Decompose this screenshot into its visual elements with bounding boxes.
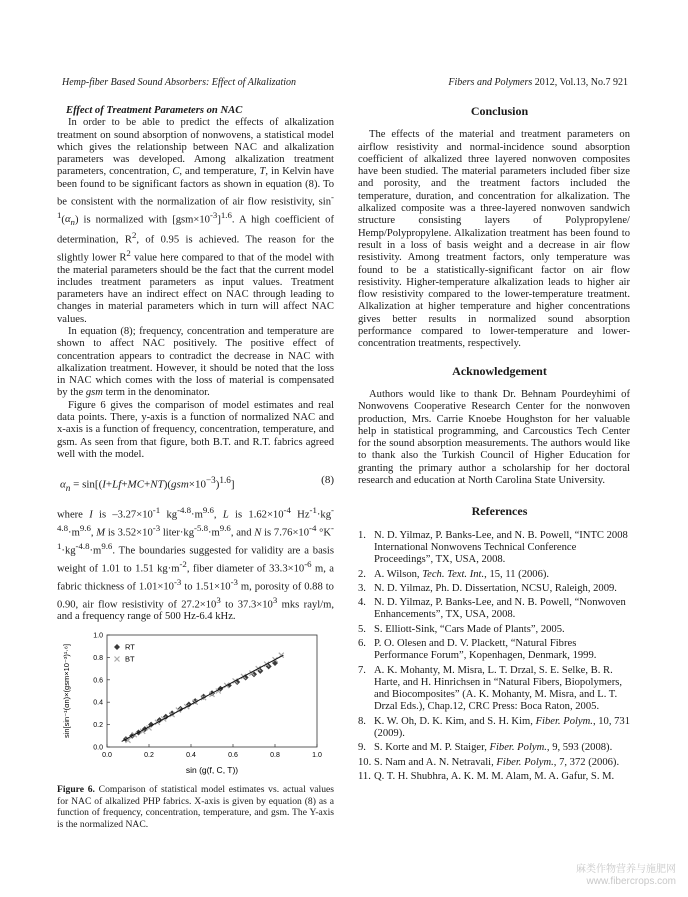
figure-caption: Figure 6. Comparison of statistical model estimates vs. actual values for NAC of alkalized PHP fabrics. X-axis is given by equation (8) as a function of frequency, concentration, temperature, and gsm. The Y-axis is the normalized NAC. (57, 784, 334, 830)
reference-number: 10. (358, 756, 372, 768)
running-header-title: Hemp-fiber Based Sound Absorbers: Effect of Alkalization (62, 77, 297, 88)
reference-number: 1. (358, 529, 366, 541)
references-heading: References (471, 504, 528, 519)
x-axis-label: sin (g(f, C, T)) (185, 765, 239, 775)
y-tick-label: 0.4 (93, 699, 103, 707)
reference-number: 11. (358, 770, 371, 782)
reference-number: 9. (358, 742, 366, 754)
x-tick-label: 0.6 (228, 752, 238, 759)
running-header-journal (448, 77, 628, 88)
paragraph-4: where I is $-3.27\times 10^{-1}$ $kg^{-4.8}\cdot m^{9.6}$, L is $1.62\times 10^{-4}$ $Hz^{-1}\cdot kg^{-4.8}\cdot m^{9.6}$, M is $3.52\times 10^{-3}$ $liter\cdot kg^{-5.8}\cdot m^{9.6}$, and N is $7.76\times 10^{-4}$ $^\circ K^{-1}\cdot kg^{-4.8}\cdot m^{9.6}$. The boundaries suggested for validity are a basis weight of 1.01 to 1.51 $kg\cdot m^{-2}$, fiber diameter of $33.3\times 10^{-6}$ m, a fabric thickness of $1.01\times 10^{-3}$ to $1.51\times 10^{-3}$ m, porosity of 0.88 to 0.90, air flow resistivity of $27.2\times 10^3$ to $37.3\times 10^3$ mks rayl/m, and a frequency range of 500 Hz-6.4 kHz. (57, 505, 334, 623)
legend-label: BT (125, 654, 135, 664)
reference-item: 6. P. O. Olesen and D. V. Plackett, “Natural Fibres Performance Forum”, Kopenhagen, Denmark, 1999. (358, 637, 597, 662)
watermark: 麻类作物营养与施肥网 www.fibercrops.com (576, 864, 676, 887)
paragraph-1: In order to be able to predict the effects of alkalization treatment on sound absorption of nonwovens, a statistical model which gives the relationship between NAC and alkalization parameters was developed. Among alkalization treatment parameters, concentration, C, and temperature, T, in Kelvin have been found to be significant factors as shown in equation (8). To be consistent with the normalization of air flow resistivity, $\sin^{-1}(\alpha_n)$ is normalized with $[gsm\times 10^{-3}]^{1.6}$. A high coefficient of determination, $R^2$, of 0.95 is achieved. The reason for the slightly lower $R^2$ value here compared to that of the model with the material parameters should be the fact that the current model includes treatment parameters as input values. Treatment parameters have an indirect effect on NAC through leading to changes in material parameters which in turn will affect NAC values. (57, 117, 334, 325)
reference-number: 2. (358, 568, 366, 580)
x-tick-label: 0.4 (186, 752, 196, 759)
reference-item: 7. A. K. Mohanty, M. Misra, L. T. Drzal, S. E. Selke, B. R. Harte, and H. Hinrichsen in “Natural Fibers, Biopolymers, and Biocomposites” (A. K. Mohanty, M. Misra, and L. T. Drzal Eds.), Chap.12, CRC Press: Boca Raton, 2005. (358, 664, 623, 713)
reference-number: 5. (358, 623, 366, 635)
reference-number: 4. (358, 597, 366, 609)
reference-item: 1. N. D. Yilmaz, P. Banks-Lee, and N. B. Powell, “INTC 2008 International Nonwovens Technical Conference Proceedings”, TX, USA, 2008. (358, 529, 628, 566)
reference-item: 4. N. D. Yilmaz, P. Banks-Lee, and N. B. Powell, “Nonwoven Enhancements”, TX, USA, 2008. (358, 597, 626, 621)
y-tick-label: 1.0 (93, 632, 103, 640)
y-tick-label: 0.8 (93, 654, 103, 662)
reference-item: 3. N. D. Yilmaz, Ph. D. Dissertation, NCSU, Raleigh, 2009. (358, 582, 617, 594)
paragraph-3: Figure 6 gives the comparison of model estimates and real data points. There, y-axis is a function of normalized NAC and x-axis is a function of frequency, concentration, temperature, and gsm. As seen from that figure, both B.T. and R.T. fabrics agreed well with the model. (57, 399, 334, 460)
legend-label: RT (125, 642, 135, 652)
reference-number: 8. (358, 715, 366, 727)
y-axis-label: sin[sin⁻¹(αn)×(gsm×10⁻³)¹·⁶] (62, 643, 71, 739)
x-tick-label: 0.0 (102, 752, 112, 759)
equation-8 (57, 474, 334, 494)
legend-rt-marker (114, 644, 120, 650)
model-fit-line (122, 655, 284, 741)
journal-name: Fibers and Polymers (448, 77, 533, 88)
reference-item: 9. S. Korte and M. P. Staiger, Fiber. Polym., 9, 593 (2008). (358, 742, 613, 754)
x-tick-label: 0.8 (270, 752, 280, 759)
references-list (358, 530, 630, 784)
y-tick-label: 0.0 (93, 744, 103, 752)
journal-volume-page: 2012, Vol.13, No.7 921 (532, 77, 628, 88)
acknowledgement-paragraph: Authors would like to thank Dr. Behnam Pourdeyhimi of Nonwovens Cooperative Research Center for the nonwoven production, Mrs. Carrie Knoebe Houghston for her valuable help in statistical programming, and Carcoustics Tech Center for the sound absorption measurements. The authors would like to thank also the Turkish Council of Higher Education for granting the primary author a scholarship for her doctoral research and education at North Carolina State University. (358, 388, 630, 487)
figure-6-scatter-chart (57, 620, 334, 780)
equation-number: (8) (321, 474, 334, 487)
equation-body: $\alpha_n = \sin[(I+Lf+MC+NT)(gsm\times 10^{-3})^{1.6}]$ (60, 475, 235, 494)
conclusion-heading: Conclusion (470, 104, 529, 118)
x-tick-label: 0.2 (144, 752, 154, 759)
left-column (57, 105, 334, 624)
reference-item: 11. Q. T. H. Shubhra, A. K. M. M. Alam, M. A. Gafur, S. M. (358, 770, 615, 782)
legend-bt-marker (115, 657, 120, 662)
reference-item: 5. S. Elliott-Sink, “Cars Made of Plants”, 2005. (358, 623, 565, 635)
x-tick-label: 1.0 (312, 752, 322, 759)
paragraph-2: In equation (8); frequency, concentration and temperature are shown to affect NAC positively. The positive effect of concentration appears to contradict the decrease in NAC with alkalization treatment. However, it should be noted that the loss in NAC which comes with the loss of material is compensated by the gsm term in the denominator. (57, 325, 334, 399)
y-tick-label: 0.6 (93, 677, 103, 685)
reference-number: 3. (358, 582, 366, 594)
reference-number: 6. (358, 637, 366, 649)
acknowledgement-heading: Acknowledgement (452, 363, 547, 378)
y-tick-label: 0.2 (93, 722, 103, 730)
reference-item: 2. A. Wilson, Tech. Text. Int., 15, 11 (2006). (358, 568, 550, 580)
right-column (358, 105, 630, 785)
reference-item: 8. K. W. Oh, D. K. Kim, and S. H. Kim, Fiber. Polym., 10, 731 (2009). (358, 715, 631, 740)
section-subheading: Effect of Treatment Parameters on NAC (66, 105, 243, 116)
reference-number: 7. (358, 664, 366, 676)
reference-item: 10. S. Nam and A. N. Netravali, Fiber. Polym., 7, 372 (2006). (358, 756, 620, 768)
conclusion-paragraph: The effects of the material and treatment parameters on airflow resistivity and normal-incidence sound absorption coefficient of alkalized three layered nonwoven composites have been studied. The material parameters included fiber size and porosity, and the treatment factors included the temperature, duration, and concentration for alkalization. The alkalized composite was a three-layered nonwoven sandwich structure consisting layers of Polypropylene/ Hemp/Polypropylene. Alkalization treatment has been found to result in a loss of basis weight and a decrease in air flow resistivity. Among treatment factors, only temperature was found to be a statistically-significant factor on air flow resistivity. Higher-temperature alkalization leads to higher air flow resistivity compared to the lower-temperature treatment. Alkalization at higher temperature and higher concentrations gives better results in normalized sound absorption performance compared to lower-temperature and lower-concentration treatments, respectively. (358, 129, 630, 350)
